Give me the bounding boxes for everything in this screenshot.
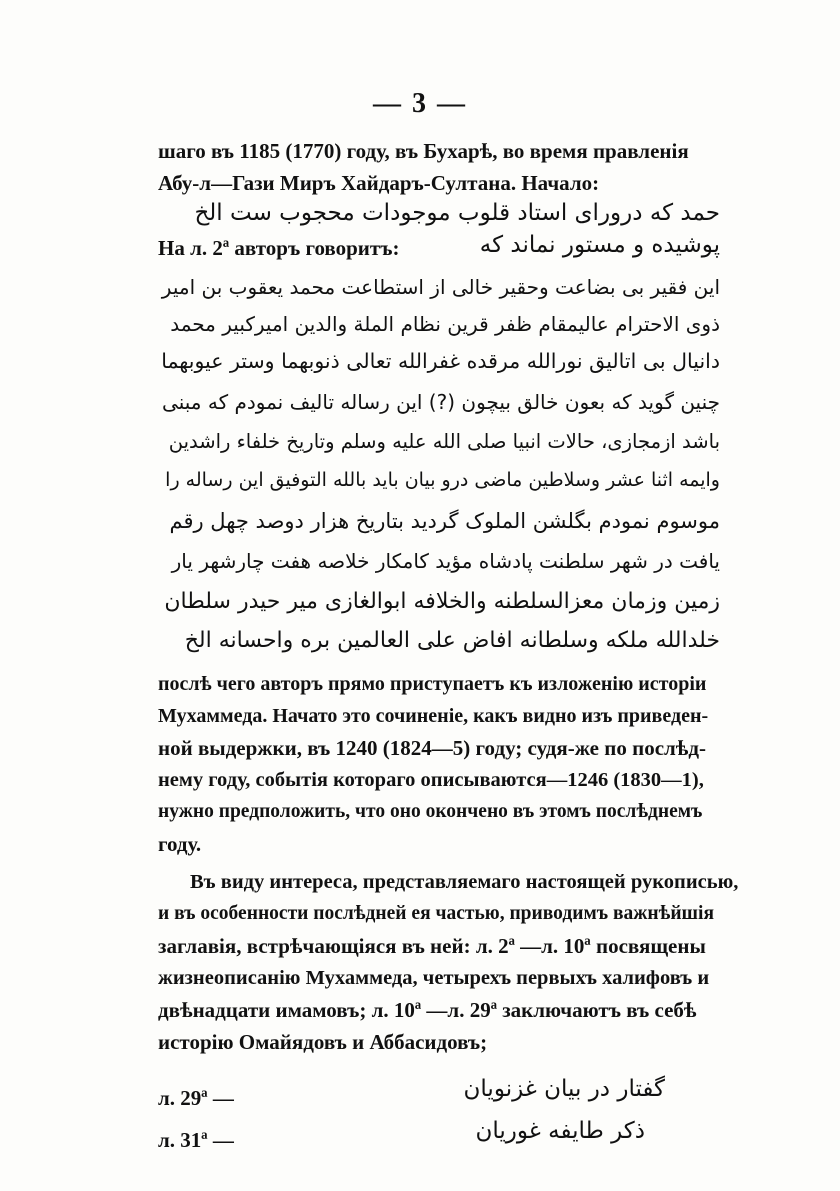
arabic-line: چنین گوید که بعون خالق بیچون (?) این رساله تالیف نمودم که مبنی (162, 390, 720, 414)
paragraph-line: ной выдержки, въ 1240 (1824—5) году; судя-же по послѣд- (158, 736, 707, 760)
paragraph-line: и въ особенности послѣдней ея частью, приводимъ важнѣйшія (158, 903, 714, 924)
paragraph-line: нужно предположить, что оно окончено въ этомъ послѣднемъ (158, 801, 703, 822)
arabic-line: ذوی الاحترام عالیمقام ظفر قرین نظام الملة والدین امیرکبیر محمد (170, 312, 720, 336)
arabic-line: موسوم نمودم بگلشن الملوک گردید بتاریخ هزار دوصد چهل رقم (169, 509, 720, 533)
paragraph-line: послѣ чего авторъ прямо приступаетъ къ изложенію исторіи (158, 673, 707, 695)
entry-item (158, 1118, 720, 1158)
entry-title: ذکر طایفه غوریان (475, 1118, 645, 1144)
paragraph-line: заглавія, встрѣчающіяся въ ней: л. 2ª —л. 10ª посвящены (158, 934, 706, 958)
paragraph-line: жизнеописанію Мухаммеда, четырехъ первыхъ халифовъ и (158, 967, 710, 989)
paragraph-line: Мухаммеда. Начато это сочиненіе, какъ видно изъ приведен- (158, 705, 709, 727)
arabic-line: خلدالله ملکه وسلطانه افاض علی العالمین بره واحسانه الخ (184, 628, 720, 653)
arabic-line: یافت در شهر سلطنت پادشاه مؤید کامکار خلاصه هفت چارشهر یار (171, 549, 720, 573)
paragraph-line: исторію Омайядовъ и Аббасидовъ; (158, 1030, 488, 1054)
arabic-incipit: حمد كه درورای استاد قلوب موجودات محجوب ست الخ (194, 200, 720, 226)
intro-line-2: Абу-л—Гази Миръ Хайдаръ-Султана. Начало: (158, 171, 600, 195)
arabic-line: وایمه اثنا عشر وسلاطین ماضی درو بیان باید بالله التوفیق این رساله را (165, 469, 720, 491)
arabic-line: زمین وزمان معزالسلطنه والخلافه ابوالغازی میر حیدر سلطان (164, 589, 720, 614)
entry-ref: л. 31ª — (158, 1128, 234, 1152)
folio-line-ar: پوشیده و مستور نماند که (479, 232, 720, 258)
intro-line-1: шаго въ 1185 (1770) году, въ Бухарѣ, во время правленія (158, 139, 689, 163)
entry-item (158, 1076, 720, 1116)
paragraph-line: Въ виду интереса, представляемаго настоящей рукописью, (190, 871, 739, 893)
entry-ref: л. 29ª — (158, 1086, 234, 1110)
arabic-line: باشد ازمجازی، حالات انبیا صلی الله علیه وسلم وتاریخ خلفاء راشدین (168, 430, 720, 453)
arabic-line: این فقیر بی بضاعت وحقیر خالی از استطاعت محمد یعقوب بن امیر (161, 275, 720, 299)
page-number: — 3 — (373, 88, 467, 119)
folio-line-ru: На л. 2ª авторъ говоритъ: (158, 236, 400, 260)
paragraph-line: нему году, событія котораго описываются—1246 (1830—1), (158, 769, 704, 791)
paragraph-line: двѣнадцати имамовъ; л. 10ª —л. 29ª заключаютъ въ себѣ (158, 998, 697, 1022)
arabic-line: دانیال بی اتالیق نورالله مرقده غفرالله تعالی ذنوبهما وستر عیوبهما (161, 349, 720, 373)
paragraph-line: году. (158, 832, 202, 856)
entry-title: گفتار در بیان غزنویان (463, 1076, 665, 1102)
folio-line (158, 232, 720, 272)
